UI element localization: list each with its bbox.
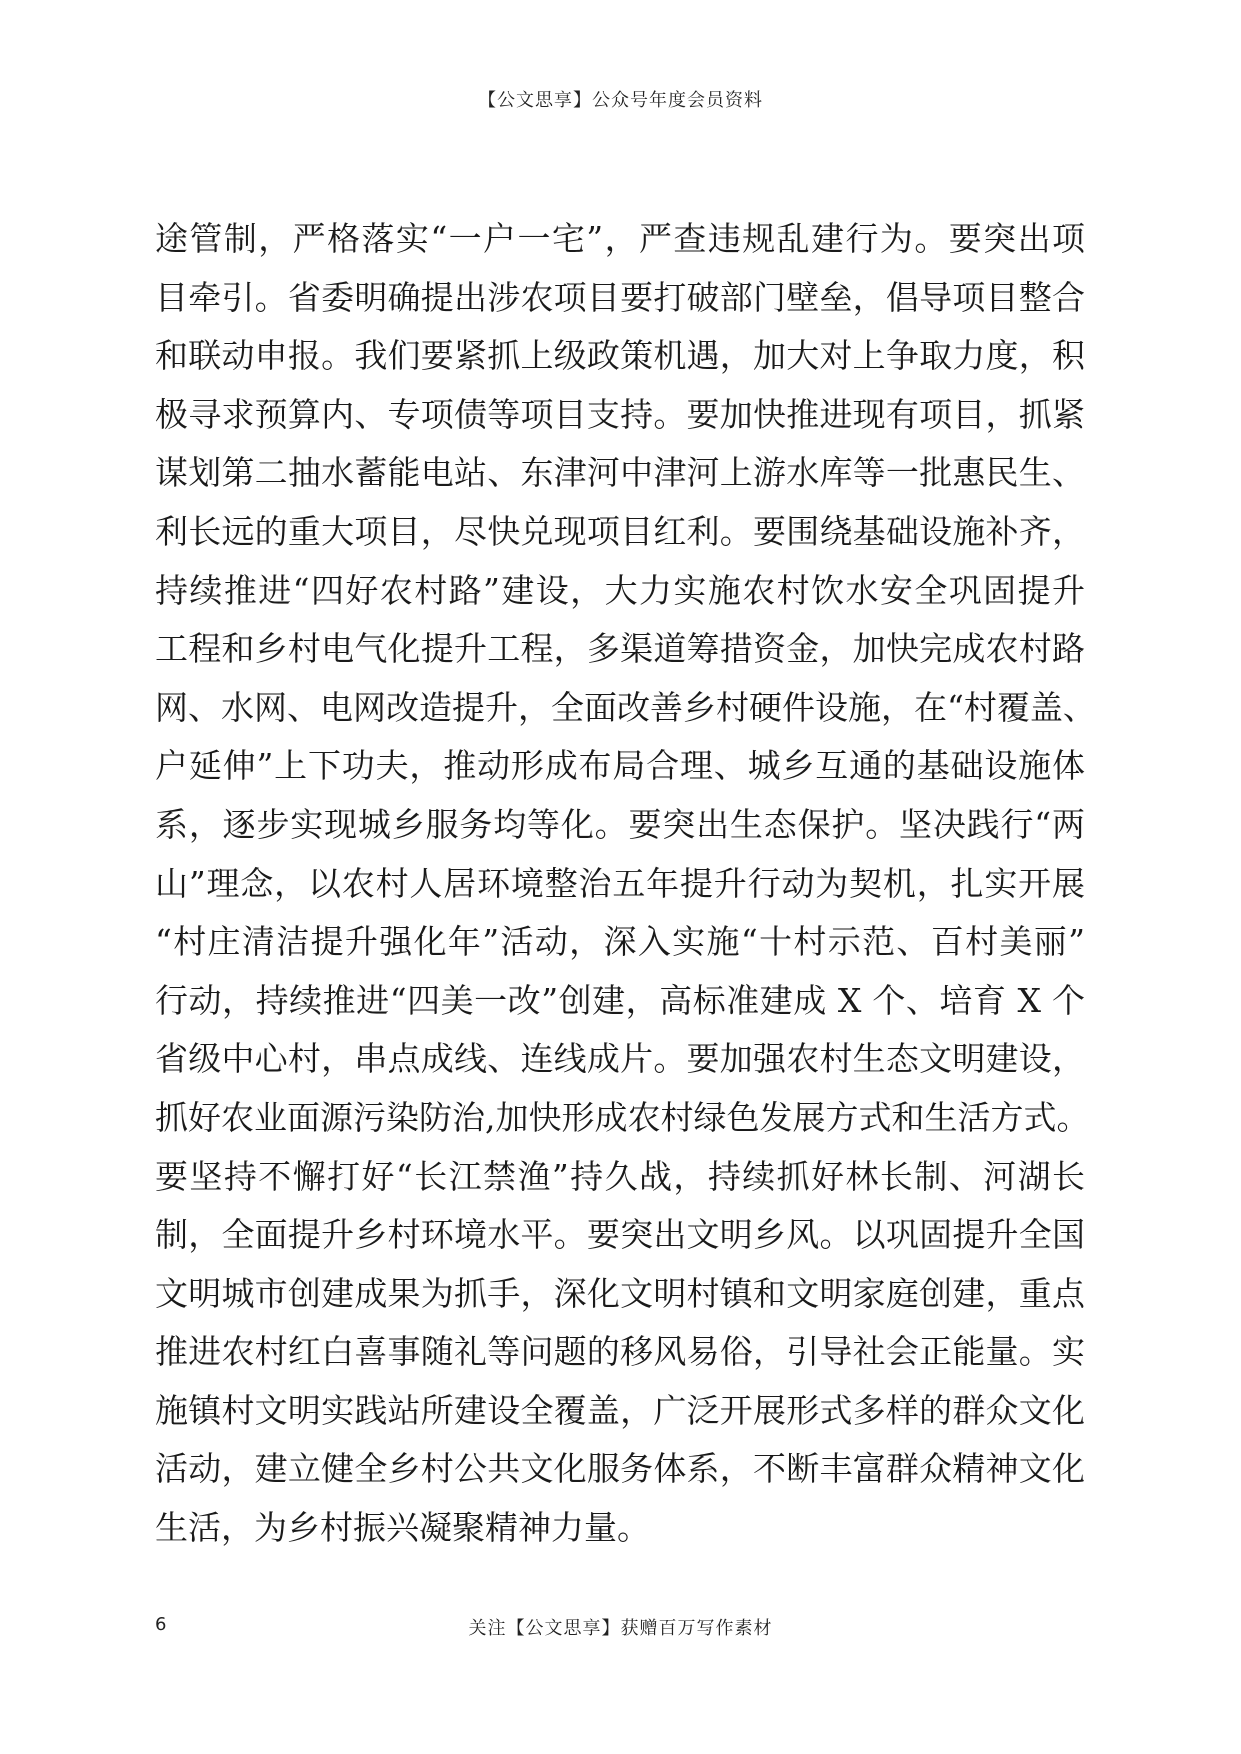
body-line: 省级中心村，串点成线、连线成片。要加强农村生态文明建设，	[155, 1039, 1085, 1079]
body-line: 要坚持不懈打好“长江禁渔”持久战，持续抓好林长制、河湖长	[155, 1156, 1085, 1196]
body-line: 活动，建立健全乡村公共文化服务体系，不断丰富群众精神文化	[155, 1449, 1085, 1489]
body-line: 户延伸”上下功夫，推动形成布局合理、城乡互通的基础设施体	[155, 746, 1085, 786]
body-line: 途管制，严格落实“一户一宅”，严查违规乱建行为。要突出项	[155, 219, 1085, 258]
body-line: “村庄清洁提升强化年”活动，深入实施“十村示范、百村美丽”	[155, 922, 1085, 962]
body-line: 制，全面提升乡村环境水平。要突出文明乡风。以巩固提升全国	[155, 1215, 1085, 1255]
body-line: 极寻求预算内、专项债等项目支持。要加快推进现有项目，抓紧	[155, 394, 1085, 434]
body-line: 行动，持续推进“四美一改”创建，高标准建成 X 个、培育 X 个	[155, 980, 1085, 1020]
body-line: 生活，为乡村振兴凝聚精神力量。	[155, 1508, 650, 1548]
body-line: 山”理念，以农村人居环境整治五年提升行动为契机，扎实开展	[155, 863, 1085, 903]
body-line: 谋划第二抽水蓄能电站、东津河中津河上游水库等一批惠民生、	[155, 453, 1085, 493]
body-paragraph	[155, 210, 1096, 1558]
body-line: 推进农村红白喜事随礼等问题的移风易俗，引导社会正能量。实	[155, 1332, 1085, 1372]
body-line: 施镇村文明实践站所建设全覆盖，广泛开展形式多样的群众文化	[155, 1390, 1085, 1430]
page-number: 6	[155, 1614, 167, 1635]
body-line: 网、水网、电网改造提升，全面改善乡村硬件设施，在“村覆盖、	[155, 687, 1096, 727]
body-line: 文明城市创建成果为抓手，深化文明村镇和文明家庭创建，重点	[155, 1273, 1085, 1313]
body-line: 持续推进“四好农村路”建设，大力实施农村饮水安全巩固提升	[155, 570, 1085, 610]
body-line: 和联动申报。我们要紧抓上级政策机遇，加大对上争取力度，积	[155, 336, 1085, 376]
body-line: 抓好农业面源污染防治,加快形成农村绿色发展方式和生活方式。	[155, 1097, 1090, 1137]
page-footer: 关注【公文思享】获赠百万写作素材	[468, 1618, 773, 1639]
body-line: 目牵引。省委明确提出涉农项目要打破部门壁垒，倡导项目整合	[155, 277, 1085, 317]
body-line: 工程和乡村电气化提升工程，多渠道筹措资金，加快完成农村路	[155, 629, 1085, 669]
body-line: 利长远的重大项目，尽快兑现项目红利。要围绕基础设施补齐，	[155, 511, 1085, 551]
body-line: 系，逐步实现城乡服务均等化。要突出生态保护。坚决践行“两	[155, 804, 1085, 844]
page-header: 【公文思享】公众号年度会员资料	[478, 90, 763, 111]
